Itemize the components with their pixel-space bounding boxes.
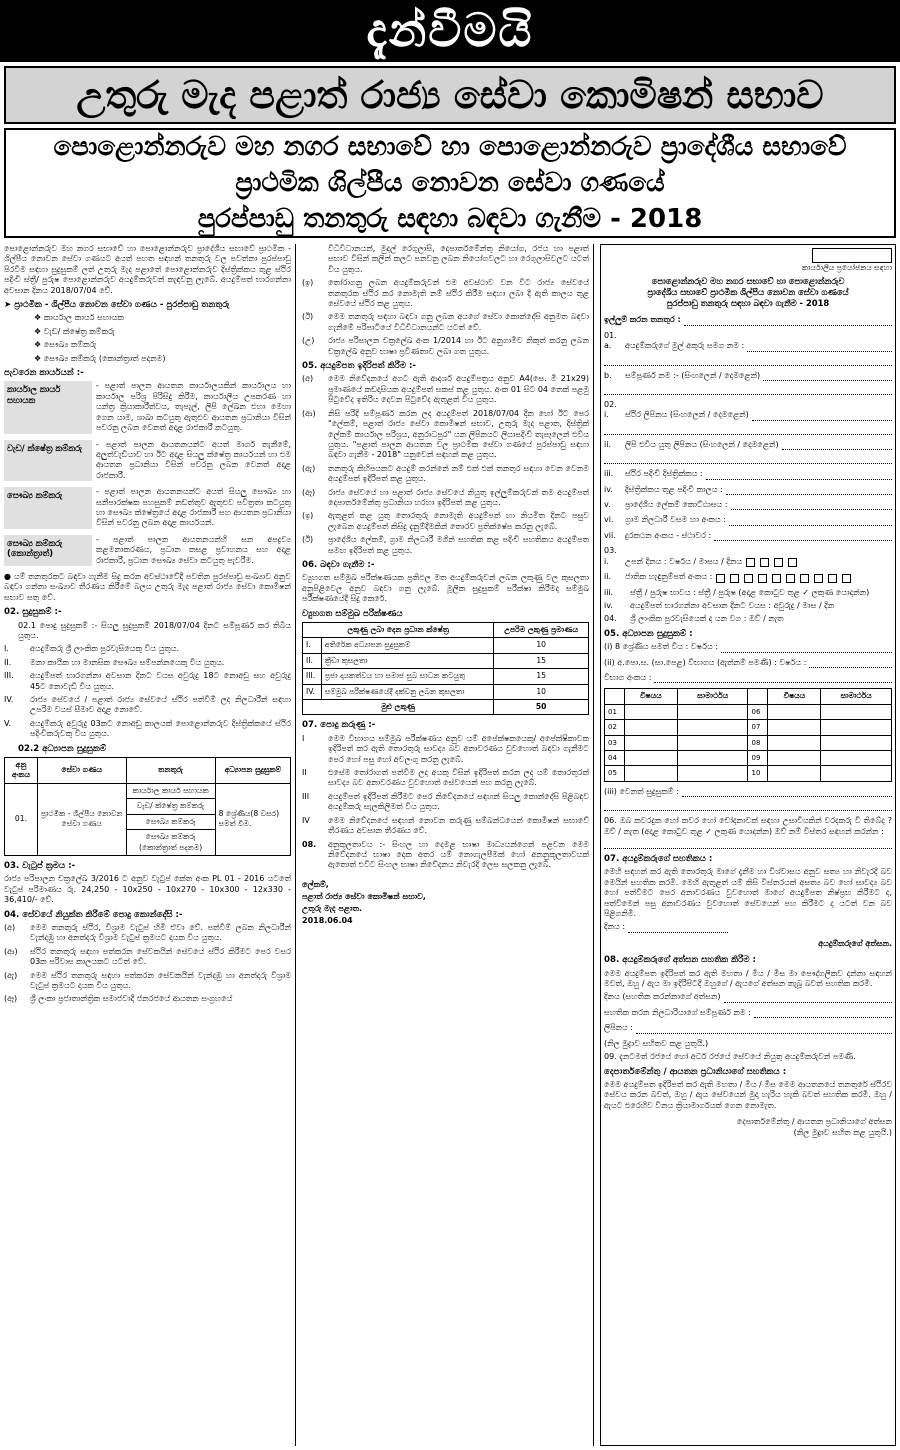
office-use-label: කාර්යාලීය ප්‍රයෝජනය සඳහා (801, 263, 892, 272)
apply-item: (ආ) නිසි පරිදි සම්පූර්ණ කරන ලද අයදුම්පත් 2018/07/04 දින හෝ ඊට පෙර "ලේකම්, පළාත් රාජ්‍ය සේවා කොමිෂන් සභාව, උතුරු මැද පළාත, දිස්ත්‍රික් ලේකම් කාර්යාල පරිශ්‍රය, අනුරාධපුර" යන ලිපිනයට ලියාපදිංචි තැපෑලෙන් එවිය යුතුය. "පළාත් පාලන ආයතන වල ප්‍රාථමික සේවා ගණයේ පුරප්පාඩු සඳහා බඳවා ගැනීම - 2018" යනුවෙන් සඳහන් කළ යුතුය. (302, 408, 589, 460)
table-row: I. අතිරේක අධ්‍යාපන සුදුසුකම් 10 (303, 638, 589, 653)
form-field[interactable]: (i) 8 ශ්‍රේණිය සමත් විය : වර්ෂය : (604, 642, 892, 652)
commission-name: උතුරු මැද පළාත් රාජ්‍ය සේවා කොමිෂන් සභාව (4, 66, 896, 124)
form-field-continuation[interactable] (604, 426, 892, 435)
edu-qual-table (4, 757, 291, 856)
subjects-table[interactable] (604, 688, 892, 781)
table-header: ලකුණු ලබා දෙන ප්‍රධාන ක්ෂේත්‍ර (303, 623, 494, 638)
form-field[interactable]: vi. ග්‍රාම නිලධාරී වසම හා අංකය : (604, 515, 892, 525)
form-field[interactable]: ලිපිනය : (604, 1023, 892, 1033)
condition-item: (ඊ) මෙම තනතුරු සඳහා බඳවා ගනු ලබන අයගේ සේවා කොන්දේසි අනුමත බඳවා ගැනීමේ පරිපාටියේ විධිවිධානයන්ට යටත් වේ. (302, 312, 589, 332)
qual-item: III. අයදුම්පත් භාරගන්නා අවසාන දිනට වයස අවුරුදු 18ට නොඅඩු සහ අවුරුදු 45ට නොවැඩි විය යුතුය. (4, 671, 291, 691)
post-item: ❖ වැඩ/ ක්ෂේත්‍ර කම්කරු (34, 326, 115, 336)
form-field-continuation[interactable] (604, 386, 892, 395)
signature-block: ලේකම්, පළාත් රාජ්‍ය සේවා කොමිෂන් සභාව, උතුරු මැද පළාත. 2018.06.04 (302, 879, 426, 925)
nic-field[interactable]: ii. ජාතික හැඳුනුම්පත් අංකය : (604, 572, 892, 582)
marks-table (302, 622, 589, 715)
seal-note: (නිල මුද්‍රාව සහිතව කළ යුතුයි.) (604, 1038, 709, 1048)
duty-label: සෞඛ්‍ය කම්කරු (කොන්ත්‍රාත්) (4, 535, 92, 566)
form-title: පොළොන්නරුව මහ නගර සභාවේ හා පොළොන්නරුව ප්‍රාදේශීය සභාවේ ප්‍රාථමික ශිල්පීය නොවන සේවා ගණයේ පුරප්පාඩු තනතුරු සඳහා බඳවා ගැනීම - 2018 (647, 276, 849, 309)
table-header: අධ්‍යාපන සුදුසුකම් (215, 758, 290, 784)
citizenship-field[interactable]: 04. ශ්‍රී ලාංකික පුරවැසියෙක් ද යන වග : ඔව් / නැත (604, 614, 784, 624)
attestation-heading: 08. අයදුම්කරුගේ අත්සන සහතික කිරීම : (604, 955, 756, 966)
table-cell: සෞඛ්‍ය කම්කරු (126, 814, 215, 829)
duty-label: කාර්යාල කාර්ය සහායක (4, 381, 92, 433)
edu-qual-heading: 02.2 අධ්‍යාපන සුදුසුකම් (18, 743, 107, 754)
duty-row (4, 535, 291, 566)
notice-title (4, 128, 896, 238)
column-middle (302, 244, 594, 1446)
form-field[interactable]: 01. a. අයදුම්කරුගේ මුල් අකුරු සමග නම : (604, 331, 892, 352)
duty-row (4, 440, 291, 482)
declaration-heading: 07. අයදුම්කරුගේ සහතිකය : (604, 854, 713, 864)
form-field[interactable]: b. සම්පූර්ණ නම :- (සිංහලෙන් / දෙමළෙන්) (604, 371, 892, 381)
form-edu-heading: 05. අධ්‍යාපන සුදුසුකම් : (604, 628, 693, 639)
table-total-row: මුළු ලකුණු 50 (303, 700, 589, 715)
apply-heading: 05. අයදුම්පත ඉදිරිපත් කිරීම :- (302, 361, 416, 372)
table-row: III. ප්‍රජා දායකත්වය හා සමාජ සුබ සාධන කටයුතු 15 (303, 669, 589, 684)
form-field[interactable]: (ii) අ.පො.ස. (සා.පෙළ) විභාගය (ඇත්නම් පමණි) : වර්ෂය : (604, 658, 892, 668)
posts-heading: ➤ ප්‍රාථමික - ශිල්පීය නොවන සේවා ගණය - පුරප්පාඩු තනතුරු (4, 300, 230, 311)
form-field[interactable]: ii. ලිපි එවිය යුතු ලිපිනය (සිංහලෙන් / දෙමළෙන්) (604, 440, 892, 450)
applied-post-field[interactable]: ඉල්ලුම් කරන තනතුර : (604, 315, 892, 325)
form-field-continuation[interactable] (604, 357, 892, 366)
form-field[interactable]: සහතික කරන නිලධාරියාගේ සම්පූර්ණ නම : (604, 1008, 892, 1018)
form-field[interactable]: 02. i. ස්ථිර ලිපිනය (සිංහලෙන් / දෙමළෙන්) (604, 400, 892, 421)
form-field-continuation[interactable] (604, 455, 892, 464)
condition-item: විධිවිධානයන්, මුදල් රෙගුලාසි, දෙපාර්තමේන්තු නියෝග, රජය හා පළාත් සභාව විසින් කලින් කලට පනවනු ලබන නියෝගවලට හා රෙගුලාසිවලට යටත් විය යුතුය. (328, 244, 589, 274)
title-line-3: පුරප්පාඩු තනතුරු සඳහා බඳවා ගැනීම - 2018 (197, 204, 703, 234)
table-cell: 01. (5, 783, 38, 855)
age-field[interactable]: iv. අයදුම්පත් භාරගන්නා අවසාන දිනට වයස : අවුරුදු / මාස / දින (604, 600, 835, 610)
duty-row (4, 381, 291, 433)
table-header: උපරිම ලකුණු ප්‍රමාණය (494, 623, 589, 638)
qual-item: IV. රාජ්‍ය සේවයේ / පළාත් රාජ්‍ය සේවයේ ස්ථිර පත්වීම් ලද නිලධාරීන් සඳහා උපරිම වයස් සීමාව අදාළ නොවේ. (4, 695, 291, 715)
post-item: ❖ සෞඛ්‍ය කම්කරු (34, 340, 97, 350)
duty-row (4, 487, 291, 529)
general-item: I මෙම විභාගය සම්මුඛ පරීක්ෂණය අනුව යම් අපේක්ෂකයෙකු/ අපේක්ෂිකාවක ඉදිරිපත් කර ඇති තොරතුරු සාවද්‍ය බව අනාවරණය වුවහොත් බඳවා ගැනීමට පෙර හෝ පසු හෝ අවලංගු කරනු ලැබේ. (302, 733, 589, 764)
table-row[interactable]: 03 08 (605, 735, 892, 750)
govt-employee-note: 09. දැනටමත් රජයේ හෝ අර්ධ රජයේ සේවයේ නියුතු අයදුම්කරුවන් පමණි. (604, 1052, 856, 1062)
office-use-box (812, 248, 892, 263)
form-field[interactable]: vii. දුරකථන අංකය - ස්ථාවර : (604, 531, 892, 541)
table-row[interactable]: 05 10 (605, 766, 892, 781)
apply-item: (ඉ) ඇතුළත් කළ යුතු තොරතුරු නොමැති අයදුම්පත් හා නියමිත දිනට පසුව ලැබෙන අයදුම්පත් කිසිදු දැනුම්දීමකින් තොරව ප්‍රතික්ෂේප කරනු ලැබේ. (302, 511, 589, 531)
apply-item: (අ) මෙම නිවේදනයේ අගට ඇති ආදර්ශ අයදුම්පත්‍රය අනුව A4(සෙ. මී 21x29) ප්‍රමාණයේ කඩදාසියක අයදුම්පත් සකස් කළ යුතුය. අංක 01 සිට 04 තෙක් පළමු පිටුවේද ඉතිරිය දෙවන පිටුවේද ඇතුළත් විය යුතුය. (302, 374, 589, 405)
apply-item: (ඈ) රාජ්‍ය සේවයේ හා පළාත් රාජ්‍ය සේවයේ නියුතු ඉල්ලුම්කරුවන් තම අයදුම්පත් දෙපාර්තමේන්තු ප්‍රධානියා හරහා ඉදිරිපත් කළ යුතුය. (302, 487, 589, 507)
qual-item: I. අයදුම්කරු ශ්‍රී ලාංකික පුරවැසියෙකු විය යුතුය. (4, 644, 180, 654)
table-row[interactable]: 01 06 (605, 704, 892, 719)
posts-list (4, 313, 291, 364)
general-qual-sub: 02.1 පොදු සුදුසුකම් :- සියලු සුදුසුකම් 2018/07/04 දිනට සම්පූර්ණ කර තිබිය යුතුය. (18, 620, 291, 640)
table-row: II. ක්‍රීඩා කුසලතා 15 (303, 653, 589, 668)
table-header: විෂයය (625, 689, 678, 704)
table-cell: සෞඛ්‍ය කම්කරු (කොන්ත්‍රාත් පදනම) (126, 830, 215, 856)
other-qual-field[interactable]: (iii) වෙනත් සුදුසුකම් : (604, 787, 892, 797)
conviction-question[interactable]: 06. ඔබ කවරදුක හෝ කවර හෝ චෝදනාවක් සඳහා උසාවියකින් වරදකරු වී තිබේද ? ඔව් / නැත (අදාළ කොටුව තුළ ✓ ලකුණ යොදන්න) ඔව් නම් විස්තර සඳහන් කරන්න : (604, 816, 892, 836)
conditions-heading: 04. සේවයේ නියුක්ත කිරීමේ පොදු කොන්දේසි :- (4, 909, 183, 920)
qual-item: V. අයදුම්කරු අවුරුදු 03කට නොඅඩු කාලයක් පොළොන්නරුව දිස්ත්‍රික්කයේ ස්ථිර පදිංචිකරුවකු විය යුතුය. (4, 718, 291, 739)
table-row[interactable]: 02 07 (605, 720, 892, 735)
table-cell: ප්‍රාථමික - ශිල්පීය නොවන සේවා ගණය (37, 783, 126, 855)
table-header: විෂයය (768, 689, 821, 704)
title-line-1: පොළොන්නරුව මහ නගර සභාවේ හා පොළොන්නරුව ප්‍රාදේශීය සභාවේ (53, 132, 847, 162)
condition-item: (ඇ) මෙම ස්ථිර තනතුරු සඳහා පත්කරන සේවකයින් වැන්දඹු හා අනත්දරු විශ්‍රාම වැටුප් ක්‍රමයට දායක විය යුතුය. (4, 970, 291, 990)
post-item: ❖ කාර්යාල කාර්ය සහායක (34, 313, 124, 323)
apply-item: (ඇ) තනතුරු කිහිපයකට අයදුම් කරන්නේ නම් එක් එක් තනතුර සඳහා වෙන වෙනම අයදුම්පත් ඉදිරිපත් කළ යුතුය. (302, 463, 589, 484)
attestation-text: මෙම අයදුම්පත ඉදිරිපත් කර ඇති මහතා / මිය / මිස මා පෞද්ගලිකව දන්නා සඳහන් මවත්, ඔහු / ඇය මා ඉදිරිපිටදී ඔහුගේ / ඇයගේ අත්සන තැබූ බවත් සහතික කරමි. (604, 968, 892, 989)
vacancy-note: ● යම් තනතුරකට බඳවා ගැනීම සිදු කරන අවස්ථාවේදී පවතින පුරප්පාඩු සංඛ්‍යාව අනුව බඳවා ගන්නා සංඛ්‍යාව තීරණය කිරීමේ බලය උතුරු මැද පළාත් රාජ්‍ය සේවා කොමිෂන් සභාව සතු වේ. (4, 571, 291, 602)
table-cell: 8 ශ්‍රේණිය(8 වසර) සමත් වීම. (215, 783, 290, 855)
form-field-continuation[interactable] (604, 802, 892, 811)
duties-heading: පැවරෙන කාර්යයන් :- (4, 368, 84, 379)
intro-paragraph: පොළොන්නරුව මහ නගර සභාවේ හා පොළොන්නරුව ප්‍රාදේශීය සභාවේ ප්‍රාථමික - ශිල්පීය නොවන සේවා ගණයට අයත් පහත සඳහන් තනතුරු වල පවත්නා පුරප්පාඩු පිරවීම සඳහා සුදුසුකම් ලත් උතුරු මැද පළාතේ පොළොන්නරුව දිස්ත්‍රික්කය තුළ ස්ථිර පදිංචි ස්ත්‍රී/ පුරුෂ පොළොන්නරුව අයදුම්කරුවන් කැඳවනු ලැබේ. අයදුම්පත් භාරගන්නා අවසාන දිනය 2018/07/04 වේ. (4, 244, 291, 295)
general-item: III අයදුම්පත් ඉදිරිපත් කිරීමට පෙර නිවේදනයේ සඳහන් සියලු කොන්දේසි පිළිබඳව අයදුම්කරු සැලකිලිමත් විය යුතුය. (302, 791, 589, 812)
table-header: සාමාර්ථය (677, 689, 748, 704)
form-field-continuation[interactable] (604, 840, 892, 849)
condition-item: (උ) රාජ්‍ය පරිපාලන චක්‍රලේඛ අංක 1/2014 හා ඊට අනුගාමීව නිකුත් කරනු ලබන චක්‍රලේඛ අනුව භාෂා ප්‍රවීණතාව ලබා ගත යුතුය. (302, 336, 589, 356)
table-cell: කාර්යාල කාර්ය සහායක (126, 783, 215, 798)
condition-item: (ආ) ස්ථිර තනතුරු සඳහා පත්කරන සේවකයින් සේවයේ ස්ථිර කිරීමට පෙර වසර 03ක පරිවාස කාලයකට යටත් වේ. (4, 946, 291, 967)
condition-item: (ඉ) තෝරාගනු ලබන අයදුම්කරුවන් එම අවස්ථාව වන විට රාජ්‍ය සේවයේ තනතුරක ස්ථිර කර නොමැති නම් ස්ථිර කිරීම සඳහා ලබා දී ඇති කාලය තුළ සේවයේ ස්ථිර කළ යුතුය. (302, 278, 589, 309)
salary-heading: 03. වැටුප් ක්‍රමය :- (4, 860, 76, 871)
declaration-text: මෙහි සඳහන් කර ඇති තොරතුරු මාගේ දැනීම හා විශ්වාසය අනුව සත්‍ය හා නිවැරදි බව මෙයින් සහතික කරමි. මෙහි ඇතුළත් යම් කිසි විස්තරයක් අසත්‍ය බව හෝ සාවද්‍ය බව හෝ පත්වීමට පෙර අනාවරණය වුවහොත් මාගේ අයදුම්පත නිෂ්ප්‍රභ කිරීමට ද, පත්වීමෙන් පසු අනාවරණය වුවහොත් සේවයෙන් පහ කිරීමට ද යටත් වන බව පිළිගනිමි. (604, 867, 892, 919)
table-header: සේවා ගණය (37, 758, 126, 784)
general-item: II එසේම තෝරාගත් පත්වීම ලද අයකු විසින් ඉදිරිපත් කරන ලද යම් තොරතුරක් සාවද්‍ය බව අනාවරණය වුවහොත් සේවයෙන් පහ කරනු ලැබේ. (302, 768, 589, 788)
condition-item: (ඈ) ශ්‍රී ලංකා ප්‍රජාතාන්ත්‍රික සමාජවාදී ජනරජයේ ආයතන සංග්‍රහයේ (4, 994, 233, 1004)
duty-label: සෞඛ්‍ය කම්කරු (4, 487, 92, 529)
head-cert-text: මෙම අයදුම්පත ඉදිරිපත් කර ඇති මහතා / මිය / මිස මෙම ආයතනයේ තනතුරේ ස්ථිරව සේවය කරන බවත්, ඔහු / ඇය සේවයෙන් මුදා හැරිය හැකි බවත් සහතික කරමි. ඔහු / ඇයට එරෙහිව විනය ක්‍රියාමාර්ගයක් ගෙන නොමැත. (604, 1079, 892, 1110)
duty-label: වැඩ/ ක්ෂේත්‍ර කම්කරු (4, 440, 92, 482)
applicant-signature-label: අයදුම්කරුගේ අත්සන. (818, 938, 892, 948)
post-item: ❖ සෞඛ්‍ය කම්කරු (කොන්ත්‍රාත් පදනම) (34, 353, 166, 363)
table-header: අනු අංකය (5, 758, 38, 784)
apply-item: (ඊ) ප්‍රාදේශීය ලේකම්, ග්‍රාම නිලධාරී මගින් සහතික කළ පදිංචි සහතිකය අයදුම්පත සමඟ ඉදිරිපත් කළ යුතුය. (302, 535, 589, 555)
general-item: IV මෙම නිවේදනයේ සඳහන් නොවන කරුණු සම්බන්ධයෙන් කොමිෂන් සභාවේ තීරණය අවසාන තීරණය වේ. (302, 815, 589, 836)
recruitment-heading: 06. බඳවා ගැනීම :- (302, 559, 375, 570)
form-field[interactable]: දිනය (සහතික කරන්නාගේ අත්සන) (604, 992, 892, 1002)
table-row: IV. සම්මුඛ පරීක්ෂණයේදී දක්වනු ලබන කුසලතා 10 (303, 684, 589, 699)
column-left (4, 244, 296, 1446)
salary-text: රාජ්‍ය පරිපාලන චක්‍රලේඛ 3/2016 ට අනුව වැටුප් කේත අංක PL 01 - 2016 යටතේ වැටුප් පරිමාණය රු. 24,250 - 10x250 - 10x270 - 10x300 - 12x330 - 36,410/- වේ. (4, 874, 291, 905)
table-cell: වැඩ/ ක්ෂේත්‍ර කම්කරු (126, 799, 215, 814)
form-field[interactable]: iii. ස්ථිර පදිංචි දිස්ත්‍රික්කය : (604, 469, 892, 479)
duty-text: - පළාත් පාලන ආයතනයන්හි ඝන අපද්‍රව්‍ය කළමනාකරණය, ප්‍රධාන කසළ ප්‍රවාහනය සහ අදාළ රාජකාරී, ප්‍රධාන සෞඛ්‍ය සේවා කටයුතු පැවරීම. (96, 534, 291, 565)
title-line-2: ප්‍රාථමික ශිල්පීය නොවන සේවා ගණයේ (235, 168, 665, 198)
banner-announcement: දැන්වීමයි (0, 0, 900, 62)
recruitment-text: ව්‍යුහගත සම්මුඛ පරීක්ෂණයක ප්‍රතිඵල මත අයදුම්කරුවන් ලබන ලකුණු වල කුසලතා අනුපිළිවෙල අනුව බඳවා ගනු ලැබේ. මූලික සුදුසුකම් පරීක්ෂා කිරීමද සම්මුඛ පරීක්ෂණයේදී සිදු කෙරේ. (302, 573, 589, 604)
marks-heading: ව්‍යුහගත සම්මුඛ පරීක්ෂණය (302, 608, 403, 619)
condition-item: (අ) මෙම තනතුරු ස්ථිර, විශ්‍රාම වැටුප් හිමි ඒවා වේ. පත්වීම් ලබන නිලධාරීන් වැන්දඹු හා අනත්දරු විශ්‍රාම වැටුප් ක්‍රමයට දායක විය යුතුය. (4, 922, 291, 943)
birth-date-field[interactable]: 03. i. උපන් දිනය : වර්ෂය / මාසය / දිනය (604, 546, 892, 567)
declaration-date-field[interactable]: දිනය : (604, 922, 892, 932)
form-field[interactable]: විභාග අංකය : (604, 673, 892, 683)
general-heading: 07. පොදු කරුණු :- (302, 720, 376, 731)
qual-item: II. මනා කායික හා මානසික සෞඛ්‍ය සම්පන්නයෙකු විය යුතුය. (4, 657, 225, 667)
table-header: තනතුරු (126, 758, 215, 784)
duty-text: - පළාත් පාලන ආයතන කාර්යාලයකින් කාර්යාලය හා කාර්යාල පරිශ්‍ර පිරිසිදු කිරීම, කාර්යාලීය උපකරණ හා යන්ත්‍ර ක්‍රියාකාරීත්වය, තැපැල්, ලිපි ලේඛන එහා මෙහා ගෙන යාම, ශාඛා කටයුතු ඇතුළුව ආයතන ප්‍රධානියා විසින් පවරනු ලබන වෙනත් අදාළ රාජකාරී කටයුතු. (96, 381, 291, 433)
table-row[interactable]: 04 09 (605, 750, 892, 765)
application-form (600, 244, 896, 1446)
gender-field[interactable]: iii. ස්ත්‍රී / පුරුෂ භාවය : ස්ත්‍රී / පුරුෂ (අදාළ කොටුව තුළ ✓ ලකුණ යොදන්න) (604, 587, 870, 597)
table-header: සාමාර්ථය (821, 689, 892, 704)
language-item: 08. අනුකූලතාවය :- සිංහල හා දෙමළ භාෂා මාධ්‍යයන්ගෙන් පළවන මෙම නිවේදනයේ භාෂා දෙක අතර යම් නොගැලපීමක් හෝ අනනුකූලතාවයක් ඇතොත් එවිට සිංහල භාෂා නිවේදනය නිවැරදි ලෙස සලකනු ලැබේ. (302, 839, 589, 870)
head-cert-heading: දෙපාර්තමේන්තු / ආයතන ප්‍රධානියාගේ සහතිකය : (604, 1066, 787, 1077)
form-field[interactable]: iv. දිස්ත්‍රික්කය තුළ පදිංචි කාලය : (604, 485, 892, 495)
duty-text: - පළාත් පාලන ආයතනයන්ට අයත් සියලු සෞඛ්‍ය හා සනීපාරක්ෂක පහසුකම් නඩත්තුව ඇතුළුව පවිත්‍රතා කටයුතු හා සෞඛ්‍ය ක්ෂේත්‍රයේ අදාළ රාජකාරී සහ ආයතන ප්‍රධානියා විසින් පවරනු ලබන අදාළ කාර්යයන්. (96, 487, 291, 528)
duty-text: - පළාත් පාලන ආයතනයන්ට අයත් මාර්ග තැනීමේ, අලුත්වැඩියාව හා ඊට අදාළ සියලු ක්ෂේත්‍ර කාර්යයන් හා එම ආයතන ප්‍රධානියා විසින් පවරනු ලබන වෙනත් අදාළ රාජකාරී. (96, 439, 291, 480)
head-signature-label: දෙපාර්තමේන්තු / ආයතන ප්‍රධානියාගේ අත්සන (නිල මුද්‍රාව සහිත කළ යුතුයි.) (736, 1117, 892, 1137)
qualifications-heading: 02. සුදුසුකම් :- (4, 607, 62, 618)
form-field[interactable]: v. ප්‍රාදේශීය ලේකම් කොට්ඨාසය : (604, 500, 892, 510)
